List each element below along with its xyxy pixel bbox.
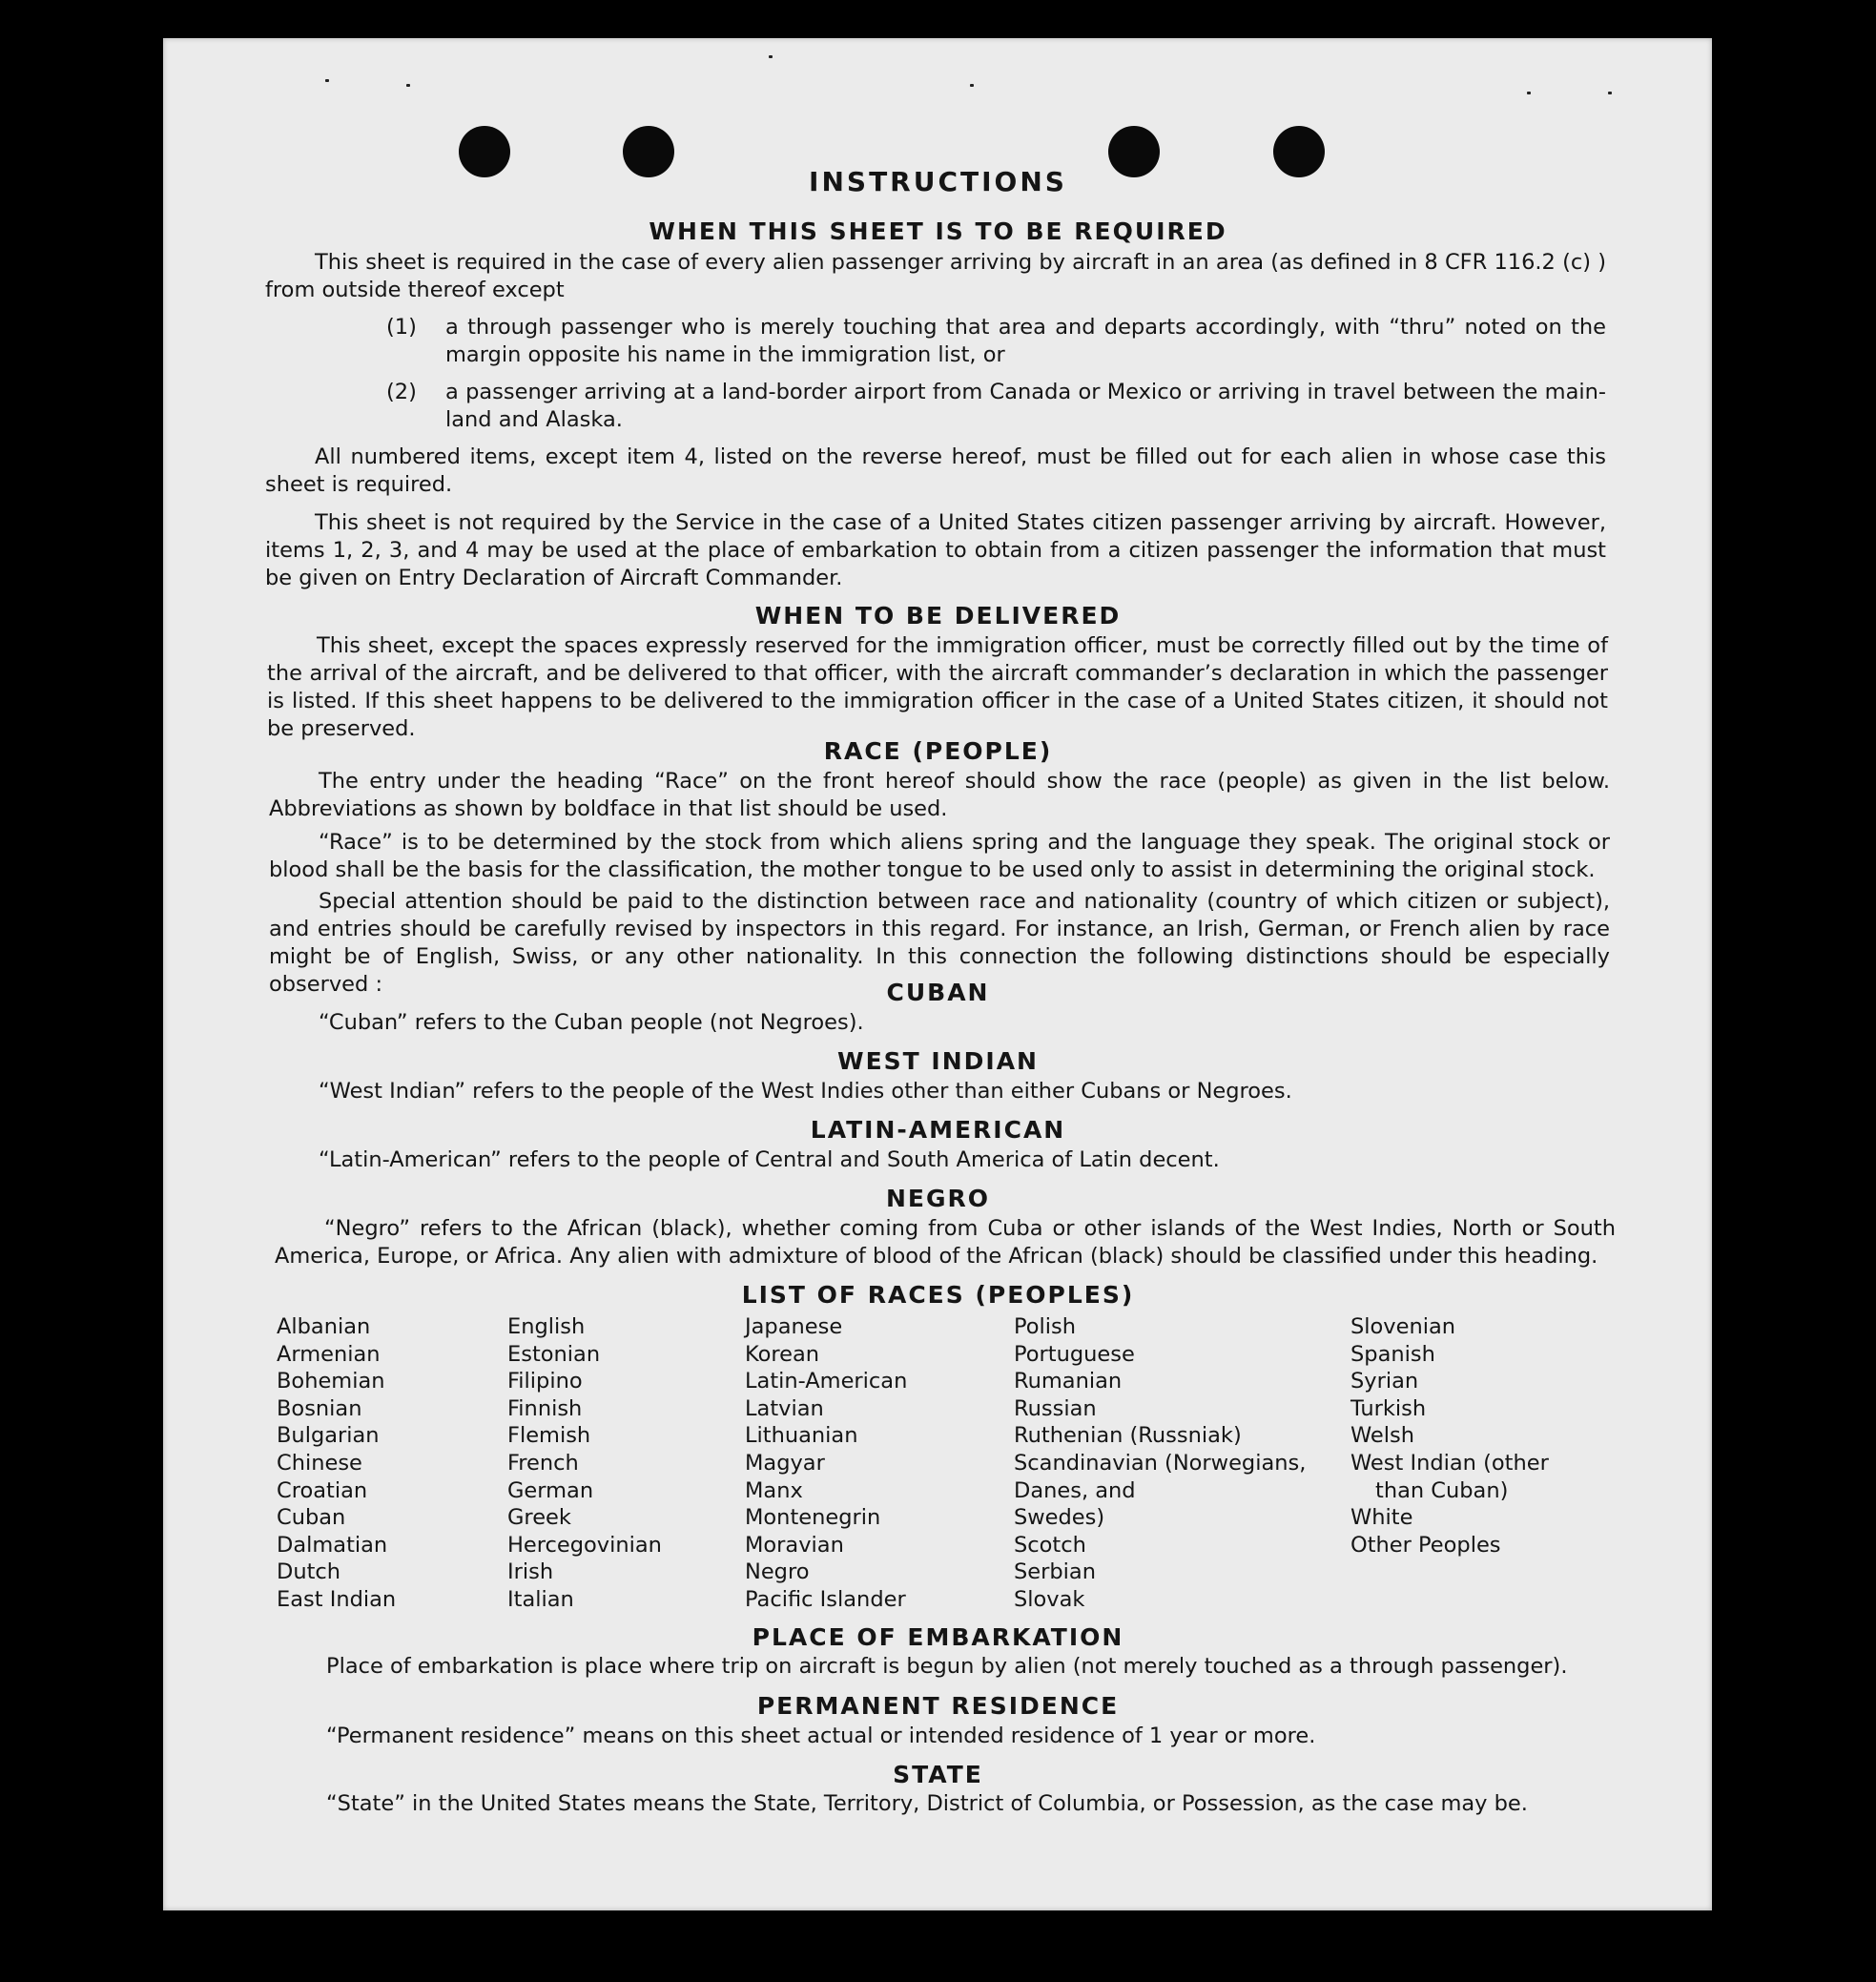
race-list-item: Greek <box>507 1505 571 1531</box>
page-title: INSTRUCTIONS <box>809 166 1067 197</box>
race-list-item: Turkish <box>1350 1395 1427 1421</box>
race-list-item: Swedes) <box>1014 1505 1105 1531</box>
race-list-item: Scandinavian (Norwegians, <box>1014 1450 1307 1476</box>
race-list-item: Other Peoples <box>1350 1532 1501 1558</box>
exception-item-1 <box>386 314 1606 371</box>
race-column <box>1014 1313 1306 1614</box>
race-list-item: Moravian <box>745 1532 844 1558</box>
speck-mark <box>769 55 773 58</box>
race-list-item: Negro <box>745 1559 810 1585</box>
race-list-item: Chinese <box>277 1450 362 1476</box>
state-text: “State” in the United States means the State, Territory, District of Columbia, or Possession, as the case may be. <box>326 1791 1528 1816</box>
speck-mark <box>325 79 329 82</box>
item-number: (1) <box>386 315 417 340</box>
race-list-item: Albanian <box>277 1314 371 1339</box>
race-list-item: Syrian <box>1350 1369 1419 1394</box>
race-list-item: German <box>507 1477 594 1503</box>
speck-mark <box>1527 92 1531 94</box>
exception-item-2 <box>386 379 1606 436</box>
race-list-item: Japanese <box>745 1314 843 1339</box>
race-list-item: Estonian <box>507 1341 601 1367</box>
race-list-item: Slovak <box>1014 1586 1085 1612</box>
latin-american-text: “Latin-American” refers to the people of Central and South America of Latin decent. <box>319 1147 1220 1172</box>
race-list-item: Italian <box>507 1586 574 1612</box>
race-list-item: White <box>1350 1505 1413 1531</box>
race-list-item: Scotch <box>1014 1532 1086 1558</box>
race-list-item: Latin-American <box>745 1369 908 1394</box>
race-column <box>507 1313 662 1614</box>
race-list-item: Filipino <box>507 1369 583 1394</box>
race-list-item: Bohemian <box>277 1369 385 1394</box>
item-number: (2) <box>386 380 417 404</box>
race-paragraph-2: “Race” is to be determined by the stock from which aliens spring and the language they speak. The original stock or blood shall be the basis for the classification, the mother tongue to be used only to assist in determining the original stock. <box>269 830 1610 882</box>
race-list-item: Korean <box>745 1341 820 1367</box>
race-list-item: Armenian <box>277 1341 381 1367</box>
embarkation-text: Place of embarkation is place where trip on aircraft is begun by alien (not merely touched as a through passenger). <box>326 1654 1568 1679</box>
race-list-item: Irish <box>507 1559 554 1585</box>
race-column <box>1350 1313 1549 1559</box>
race-list-item: Welsh <box>1350 1423 1415 1449</box>
race-list-item: West Indian (other <box>1350 1450 1549 1476</box>
race-list-item: Bosnian <box>277 1395 362 1421</box>
negro-text: “Negro” refers to the African (black), whether coming from Cuba or other islands of the West Indies, North or South America, Europe, or Africa. Any alien with admixture of blood of the African (black) should be classified under this heading. <box>275 1216 1616 1269</box>
section-heading-state: STATE <box>893 1761 983 1788</box>
section-heading-negro: NEGRO <box>885 1185 991 1212</box>
residence-text: “Permanent residence” means on this sheet actual or intended residence of 1 year or more. <box>326 1724 1316 1748</box>
delivery-paragraph: This sheet, except the spaces expressly reserved for the immigration officer, must be correctly filled out by the time of the arrival of the aircraft, and be delivered to that officer, with the aircraft commander’s declaration in which the passenger is listed. If this sheet happens to be delivered to the immigration officer in the case of a United States citizen, it should not be preserved. <box>267 633 1608 741</box>
race-list-item: Latvian <box>745 1395 824 1421</box>
race-list-item: Montenegrin <box>745 1505 881 1531</box>
numbered-items-paragraph: All numbered items, except item 4, listed on the reverse hereof, must be filled out for each alien in whose case this sheet is required. <box>265 444 1606 497</box>
race-list-item: Dalmatian <box>277 1532 388 1558</box>
race-list-item: Danes, and <box>1014 1477 1136 1503</box>
section-heading-list-of-races: LIST OF RACES (PEOPLES) <box>741 1281 1135 1309</box>
race-paragraph-1: The entry under the heading “Race” on the front hereof should show the race (people) as given in the list below. Abbreviations as shown by boldface in that list should be used. <box>269 769 1610 821</box>
section-heading-delivered: WHEN TO BE DELIVERED <box>754 602 1122 630</box>
race-list-item: Spanish <box>1350 1341 1435 1367</box>
section-heading-latin-american: LATIN-AMERICAN <box>810 1116 1066 1144</box>
speck-mark <box>406 84 410 87</box>
race-list-item: than Cuban) <box>1375 1477 1509 1503</box>
race-list-item: Bulgarian <box>277 1423 380 1449</box>
race-list-item: Serbian <box>1014 1559 1096 1585</box>
west-indian-text: “West Indian” refers to the people of the West Indies other than either Cubans or Negroes. <box>319 1079 1292 1104</box>
section-heading-required: WHEN THIS SHEET IS TO BE REQUIRED <box>649 217 1227 245</box>
section-heading-west-indian: WEST INDIAN <box>837 1047 1039 1075</box>
speck-mark <box>1608 92 1612 94</box>
race-list-item: Russian <box>1014 1395 1097 1421</box>
item-text: a passenger arriving at a land-border airport from Canada or Mexico or arriving in travel between the main-land and Alaska. <box>445 380 1606 432</box>
race-list-item: Slovenian <box>1350 1314 1456 1339</box>
section-heading-embarkation: PLACE OF EMBARKATION <box>752 1623 1124 1651</box>
race-list-item: Polish <box>1014 1314 1077 1339</box>
race-list-item: Cuban <box>277 1505 346 1531</box>
intro-paragraph: This sheet is required in the case of every alien passenger arriving by aircraft in an area (as defined in 8 CFR 116.2 (c) ) from outside thereof except <box>265 250 1606 302</box>
race-list-item: Dutch <box>277 1559 341 1585</box>
speck-mark <box>970 84 974 87</box>
race-list-item: Ruthenian (Russniak) <box>1014 1423 1242 1449</box>
race-list-item: Finnish <box>507 1395 583 1421</box>
race-list-item: French <box>507 1450 579 1476</box>
race-list-item: Croatian <box>277 1477 368 1503</box>
race-list-item: English <box>507 1314 586 1339</box>
citizen-paragraph: This sheet is not required by the Service in the case of a United States citizen passenger arriving by aircraft. However, items 1, 2, 3, and 4 may be used at the place of embarkation to obtain from a citizen passenger the information that must be given on Entry Declaration of Aircraft Commander. <box>265 510 1606 590</box>
section-heading-residence: PERMANENT RESIDENCE <box>756 1692 1120 1720</box>
section-heading-cuban: CUBAN <box>886 979 990 1006</box>
race-list-item: Pacific Islander <box>745 1586 906 1612</box>
race-list-item: Hercegovinian <box>507 1532 662 1558</box>
race-column <box>277 1313 396 1614</box>
race-list-item: Flemish <box>507 1423 591 1449</box>
cuban-text: “Cuban” refers to the Cuban people (not Negroes). <box>319 1010 864 1035</box>
item-text: a through passenger who is merely touching that area and departs accordingly, with “thru” noted on the margin opposite his name in the immigration list, or <box>445 315 1606 367</box>
race-list-item: East Indian <box>277 1586 397 1612</box>
race-column <box>745 1313 907 1614</box>
race-list-item: Manx <box>745 1477 803 1503</box>
race-paragraph-3: Special attention should be paid to the distinction between race and nationality (country of which citizen or subject), and entries should be carefully revised by inspectors in this regard. For instance, an Irish, German, or French alien by race might be of English, Swiss, or any other nationality. In this connection the following distinctions should be especially observed : <box>269 889 1610 997</box>
section-heading-race: RACE (PEOPLE) <box>823 737 1053 765</box>
race-list-item: Magyar <box>745 1450 825 1476</box>
race-list-item: Lithuanian <box>745 1423 858 1449</box>
race-list-item: Portuguese <box>1014 1341 1135 1367</box>
race-list-item: Rumanian <box>1014 1369 1123 1394</box>
